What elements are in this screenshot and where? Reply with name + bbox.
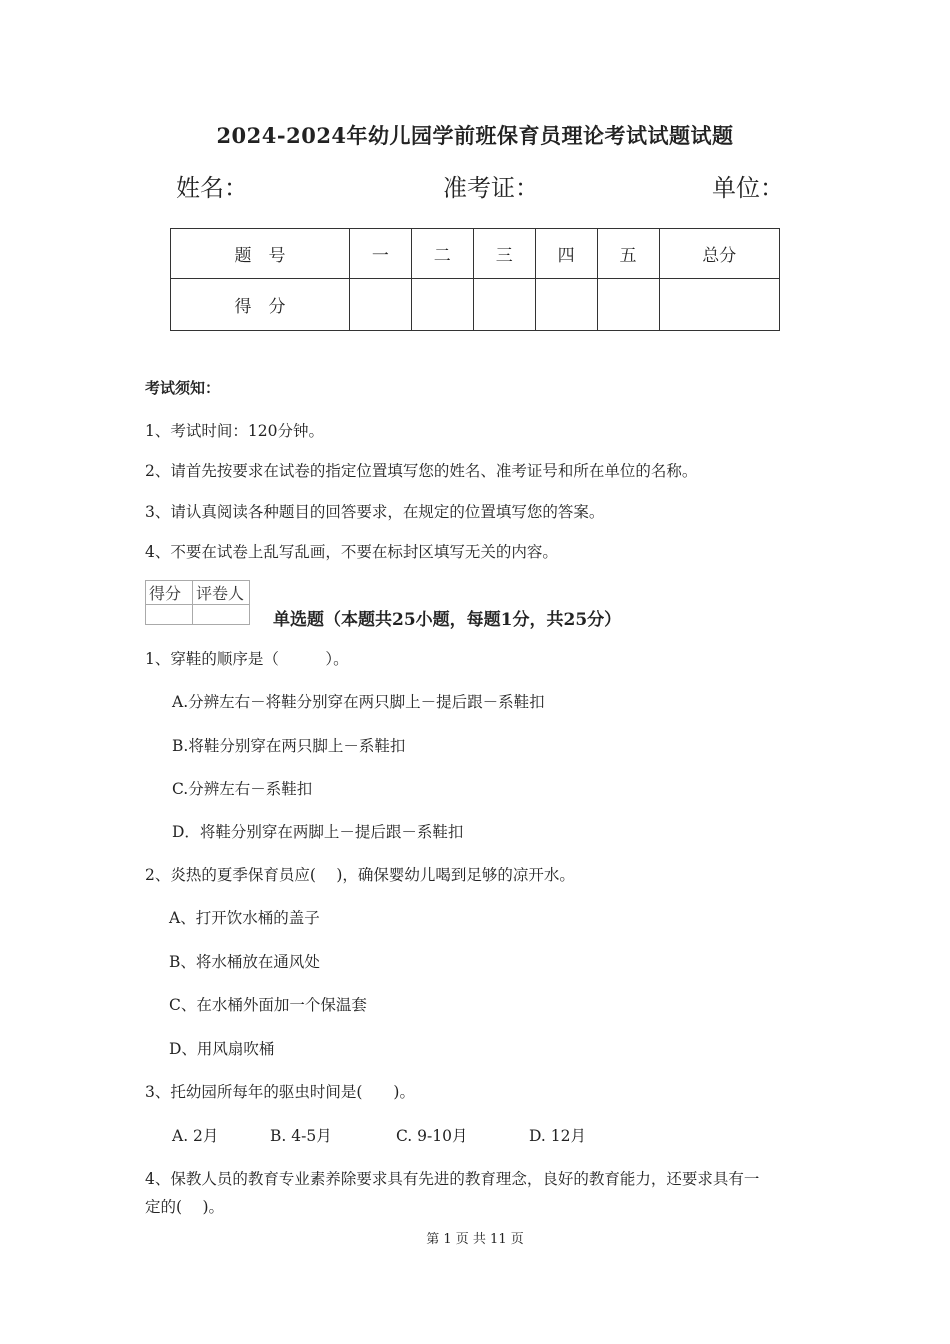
score-cell[interactable] [349, 279, 411, 331]
unit-field-label: 单位： [712, 174, 784, 202]
score-table-score-row [171, 279, 780, 331]
question-stem: 2、炎热的夏季保育员应( )，确保婴幼儿喝到足够的凉开水。 [145, 866, 575, 884]
question-stem: 1、穿鞋的顺序是（ ）。 [145, 650, 349, 668]
answer-option: D. 12月 [529, 1127, 586, 1145]
answer-option: B.将鞋分别穿在两只脚上－系鞋扣 [172, 737, 406, 755]
notice-item: 2、请首先按要求在试卷的指定位置填写您的姓名、准考证号和所在单位的名称。 [145, 462, 698, 480]
score-header-cell: 总分 [659, 229, 779, 279]
exam-title: 2024-2024年幼儿园学前班保育员理论考试试题试题 [216, 123, 734, 148]
candidate-fields [0, 168, 950, 208]
grader-score-label: 得分 [146, 581, 193, 605]
answer-option: A. 2月 [172, 1127, 219, 1145]
score-cell[interactable] [411, 279, 473, 331]
score-cell[interactable] [473, 279, 535, 331]
score-table [170, 228, 780, 331]
notice-item: 4、不要在试卷上乱写乱画，不要在标封区填写无关的内容。 [145, 543, 558, 561]
page-footer: 第 1 页 共 11 页 [426, 1232, 524, 1247]
score-header-cell: 五 [597, 229, 659, 279]
score-cell[interactable] [535, 279, 597, 331]
exam-id-field-label: 准考证： [443, 174, 539, 202]
score-header-cell: 二 [411, 229, 473, 279]
grader-score-cell[interactable] [146, 605, 193, 625]
notice-heading: 考试须知： [145, 379, 221, 397]
answer-option: C.分辨左右－系鞋扣 [172, 780, 313, 798]
answer-option: C、在水桶外面加一个保温套 [169, 996, 367, 1014]
score-row-label: 得 分 [171, 279, 350, 331]
question-stem: 4、保教人员的教育专业素养除要求具有先进的教育理念，良好的教育能力，还要求具有一 [145, 1170, 760, 1188]
score-cell[interactable] [659, 279, 779, 331]
name-field-label: 姓名： [176, 174, 248, 202]
answer-option: D．将鞋分别穿在两脚上－提后跟－系鞋扣 [172, 823, 464, 841]
notice-item: 3、请认真阅读各种题目的回答要求，在规定的位置填写您的答案。 [145, 503, 605, 521]
answer-option: B、将水桶放在通风处 [169, 953, 320, 971]
score-header-cell: 题 号 [171, 229, 350, 279]
question-stem-continued: 定的( )。 [145, 1198, 225, 1216]
score-cell[interactable] [597, 279, 659, 331]
answer-option: B. 4-5月 [270, 1127, 332, 1145]
section-title: 单选题（本题共25小题，每题1分，共25分） [273, 610, 622, 630]
score-header-cell: 四 [535, 229, 597, 279]
notice-item: 1、考试时间：120分钟。 [145, 422, 324, 440]
grader-reviewer-cell[interactable] [193, 605, 250, 625]
answer-option: D、用风扇吹桶 [169, 1040, 275, 1058]
score-header-cell: 三 [473, 229, 535, 279]
score-table-header-row [171, 229, 780, 279]
grader-box [145, 580, 250, 625]
answer-option: A.分辨左右－将鞋分别穿在两只脚上－提后跟－系鞋扣 [172, 693, 545, 711]
score-header-cell: 一 [349, 229, 411, 279]
answer-option: C. 9-10月 [396, 1127, 468, 1145]
answer-option: A、打开饮水桶的盖子 [169, 909, 320, 927]
grader-reviewer-label: 评卷人 [193, 581, 250, 605]
question-stem: 3、托幼园所每年的驱虫时间是( )。 [145, 1083, 415, 1101]
